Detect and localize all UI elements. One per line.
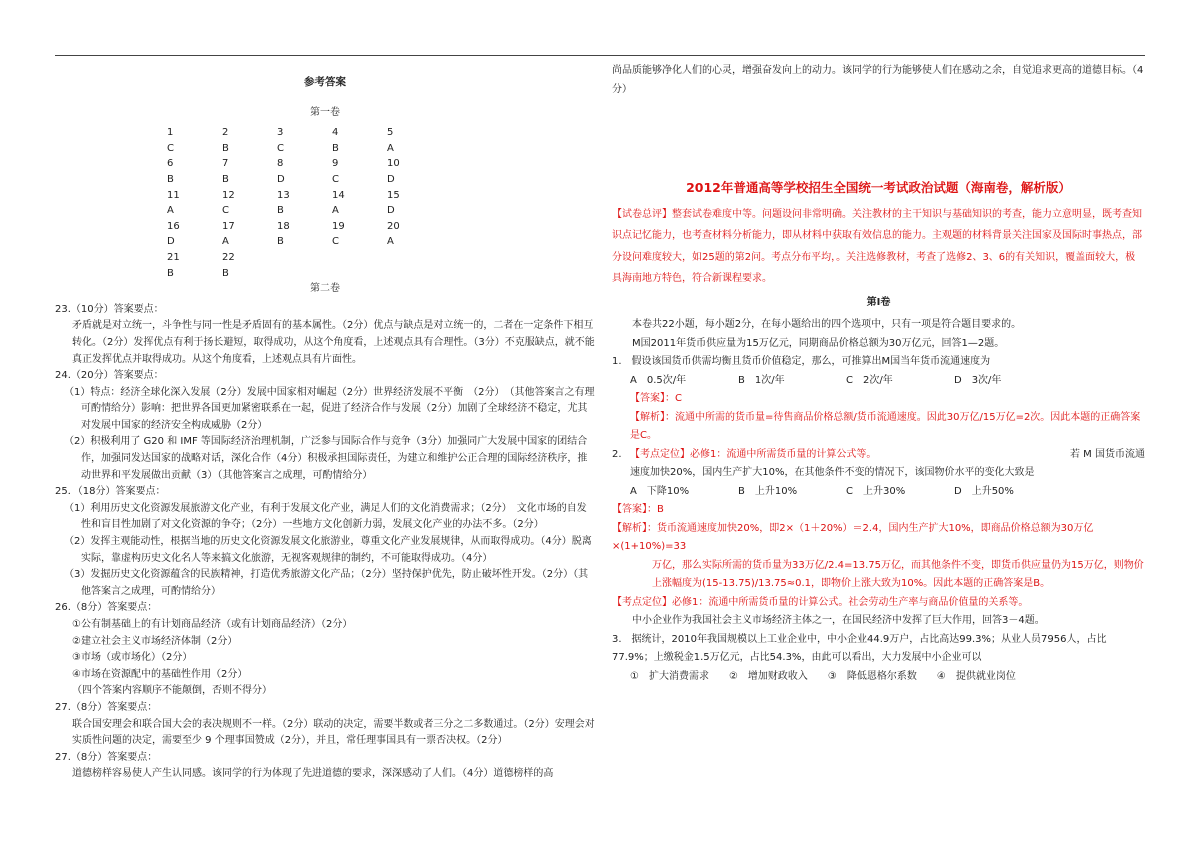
question-number-cell: 16 (167, 220, 180, 232)
answer-letter-cell: B (222, 267, 229, 279)
q1-option-d: D 3次/年 (954, 374, 1002, 386)
material-2: 中小企业作为我国社会主义市场经济主体之一，在国民经济中发挥了巨大作用，回答3－4题。 (632, 615, 1045, 626)
exam-summary: 【试卷总评】整套试卷难度中等。问题设问非常明确。关注教材的主干知识与基础知识的考查，能力立意明显，既考查知识点记忆能力，也考查材料分析能力，即从材料中获取有效信息的能力。主观题的材料背景关注国家及国际时事热点，部分设问难度较大，如25题的第2问。考点分布平均，。关注选修教材，考查了选修2、3、6的有关知识，覆盖面较大，极具海南地方特色，符合新课程要求。 (612, 208, 1142, 284)
question-number-cell: 20 (387, 220, 400, 232)
page-header-rule (55, 55, 1145, 56)
q2-option-d: D 上升50% (954, 485, 1014, 497)
answer-letter-row (167, 172, 442, 188)
question-number-cell: 1 (167, 127, 174, 139)
question-number-row (167, 188, 442, 204)
answer-letter-cell: A (332, 205, 339, 217)
question-number-cell: 11 (167, 189, 180, 201)
q2-point-label: 【考点定位】必修1：流通中所需货币量的计算公式等。 (630, 448, 877, 460)
q24-answer-2: （2）积极利用了 G20 和 IMF 等国际经济治理机制，广泛参与国际合作与竞争（3分）加强同广大发展中国家的团结合作，加强同发达国家的战略对话，深化合作（4分）积极承担国际责任，为建立和维护公正合理的国际经济秩序，推动世界和平发展做出贡献（3）（其他答案言之成理，可酌情给分） (64, 436, 588, 481)
q25-answer-3: （3）发掘历史文化资源蕴含的民族精神，打造优秀旅游文化产品；（2分）坚持保护优先，防止破坏性开发。（2分）（其他答案言之成理，可酌情给分） (64, 569, 589, 597)
q24-answer-1: （1）特点：经济全球化深入发展（2分）发展中国家相对崛起（2分）世界经济发展不平衡 （2分） （其他答案言之有理可酌情给分）影响：把世界各国更加紧密联系在一起，促进了经济合作与发展（2分）加剧了全球经济不稳定，尤其对发展中国家的经济安全构成威胁（2分） (64, 386, 595, 431)
answer-letter-cell (277, 266, 332, 282)
question-number-cell: 15 (387, 189, 400, 201)
q2-option-b: B 上升10% (738, 485, 798, 497)
part-one-heading: 第一卷 (310, 106, 340, 118)
q26-answer-4: ④市场在资源配中的基础性作用（2分） (72, 668, 248, 680)
q27b-answer: 道德榜样容易使人产生认同感。该同学的行为体现了先进道德的要求，深深感动了人们。（4分）道德榜样的高 (72, 768, 554, 780)
material-1: M国2011年货币供应量为15万亿元，同期商品价格总额为30万亿元，回答1—2题。 (632, 337, 1005, 349)
answer-letter-cell: D (387, 205, 395, 217)
answer-letter-cell: A (222, 236, 229, 248)
q2-option-c: C 上升30% (846, 485, 906, 497)
question-number-cell: 18 (277, 220, 290, 232)
question-number-cell (387, 250, 442, 266)
answer-letter-cell: D (277, 173, 285, 185)
question-number-cell: 6 (167, 158, 174, 170)
answer-letter-cell: B (222, 173, 229, 185)
q1-option-b: B 1次/年 (738, 374, 785, 386)
question-3-options: ① 扩大消费需求 ② 增加财政收入 ③ 降低恩格尔系数 ④ 提供就业岗位 (630, 670, 1016, 682)
q26-answer-1: ①公有制基础上的有计划商品经济（或有计划商品经济）（2分） (72, 619, 353, 630)
answer-letter-cell: B (222, 142, 229, 154)
q1-answer: 【答案】：C (630, 393, 682, 404)
q23-answer: 矛盾就是对立统一，斗争性与同一性是矛盾固有的基本属性。（2分）优点与缺点是对立统一的，二者在一定条件下相互转化。（2分）发挥优点有利于扬长避短，取得成功，从这个角度看，上述观点具有合理性。（3分）不克服缺点，就不能真正发挥优点并取得成功。从这个角度看，上述观点具有片面性。 (72, 320, 595, 365)
answer-letter-cell (387, 266, 442, 282)
question-2-number: 2. (612, 448, 622, 460)
question-2-line (612, 446, 1145, 465)
question-number-cell: 3 (277, 127, 284, 139)
answer-letter-row (167, 234, 442, 250)
section-instruction: 本卷共22小题，每小题2分，在每小题给出的四个选项中，只有一项是符合题目要求的。 (632, 319, 1022, 330)
question-number-row (167, 156, 442, 172)
question-number-cell: 7 (222, 158, 229, 170)
question-number-cell: 14 (332, 189, 345, 201)
q27a-heading: 27.（8分）答案要点： (55, 701, 158, 713)
question-number-cell: 5 (387, 127, 394, 139)
question-number-row (167, 125, 442, 141)
answer-letter-cell: B (332, 142, 339, 154)
multiple-choice-answer-table (167, 125, 442, 281)
question-1: 1. 假设该国货币供需均衡且货币价值稳定，那么，可推算出M国当年货币流通速度为 (612, 356, 991, 367)
answer-letter-cell: C (222, 205, 229, 217)
answer-letter-cell: C (277, 142, 284, 154)
question-number-cell (277, 250, 332, 266)
question-3: 3. 据统计，2010年我国规模以上工业企业中，中小企业44.9万户，占比高达99.3%；从业人员7956人，占比77.9%；上缴税金1.5万亿元，占比54.3%，由此可以看出，大力发展中小企业可以 (612, 633, 1107, 663)
answer-letter-cell: C (167, 142, 174, 154)
q26-note: （四个答案内容顺序不能颠倒，否则不得分） (72, 685, 272, 697)
q25-answer-2: （2）发挥主观能动性，根据当地的历史文化资源发展文化旅游业，尊重文化产业发展规律，从而取得成功。（4分）脱离实际，靠虚构历史文化名人等来搞文化旅游，无视客观规律的制约，不可能取得成功。（4分） (64, 536, 592, 564)
q27b-heading: 27.（8分）答案要点： (55, 751, 158, 763)
answer-letter-cell: A (387, 142, 394, 154)
answer-letter-row (167, 203, 442, 219)
q2-point-2: 【考点定位】必修1：流通中所需货币量的计算公式。社会劳动生产率与商品价值量的关系等。 (612, 596, 1029, 608)
answer-letter-cell: C (332, 173, 339, 185)
answer-letter-cell (332, 266, 387, 282)
q2-answer: 【答案】：B (612, 504, 664, 515)
answer-letter-cell: B (277, 236, 284, 248)
q2-analysis: 【解析】：货币流通速度加快20%，即2×（1＋20%）＝2.4，国内生产扩大10%，即商品价格总额为30万亿×(1+10%)=33 (612, 522, 1094, 552)
question-number-cell: 8 (277, 158, 284, 170)
question-number-cell: 9 (332, 158, 339, 170)
answer-key-column (55, 62, 595, 783)
section-one-heading: 第Ⅰ卷 (866, 296, 891, 308)
answer-key-title: 参考答案 (304, 76, 346, 88)
answer-letter-row (167, 141, 442, 157)
q26-heading: 26.（8分）答案要点： (55, 602, 158, 614)
answer-letter-cell: B (277, 205, 284, 217)
question-number-cell: 10 (387, 158, 400, 170)
question-number-row (167, 219, 442, 235)
q2-option-a: A 下降10% (630, 485, 690, 497)
question-number-cell: 17 (222, 220, 235, 232)
question-2-options (612, 483, 1145, 502)
question-number-cell: 13 (277, 189, 290, 201)
question-2: 速度加快20%，国内生产扩大10%，在其他条件不变的情况下，该国物价水平的变化大致是 (630, 467, 1035, 478)
question-2-text-end: 若 M 国货币流通 (1070, 448, 1145, 460)
question-number-cell: 22 (222, 251, 235, 263)
question-number-cell: 19 (332, 220, 345, 232)
part-two-heading: 第二卷 (310, 283, 340, 295)
answer-letter-cell: D (387, 173, 395, 185)
q26-answer-3: ③市场（或市场化）（2分） (72, 652, 193, 664)
answer-letter-cell: D (167, 236, 175, 248)
question-1-options (612, 372, 1145, 391)
q27b-answer-continued: 尚品质能够净化人们的心灵，增强奋发向上的动力。该同学的行为能够使人们在感动之余，自觉追求更高的道德目标。（4分） (612, 65, 1144, 95)
q23-heading: 23.（10分）答案要点： (55, 303, 164, 315)
question-number-cell: 21 (167, 251, 180, 263)
answer-letter-cell: A (387, 236, 394, 248)
q1-option-c: C 2次/年 (846, 374, 893, 386)
answer-letter-cell: B (167, 173, 174, 185)
question-number-cell (332, 250, 387, 266)
exam-title: 2012年普通高等学校招生全国统一考试政治试题（海南卷，解析版） (686, 180, 1071, 195)
q2-analysis-continued: 万亿，那么实际所需的货币量为33万亿/2.4=13.75万亿，而其他条件不变，即货币供应量仍为15万亿，则物价上涨幅度为(15-13.75)/13.75≈0.1，即物价上涨大致为10%。因此本题的正确答案是B。 (652, 559, 1144, 589)
question-number-cell: 4 (332, 127, 339, 139)
question-number-cell: 12 (222, 189, 235, 201)
q1-option-a: A 0.5次/年 (630, 374, 687, 386)
answer-letter-row (167, 266, 442, 282)
question-number-cell: 2 (222, 127, 229, 139)
answer-letter-cell: A (167, 205, 174, 217)
q25-heading: 25．（18分）答案要点： (55, 486, 166, 498)
answer-letter-cell: B (167, 267, 174, 279)
q25-answer-1: （1）利用历史文化资源发展旅游文化产业，有利于发展文化产业，满足人们的文化消费需求；（2分） 文化市场的自发性和盲目性加剧了对文化资源的争夺；（2分）一些地方文化创新力弱，发展文化产业的办法不多。（2分） (64, 502, 587, 531)
q26-answer-2: ②建立社会主义市场经济体制（2分） (72, 635, 238, 647)
q27a-answer: 联合国安理会和联合国大会的表决规则不一样。（2分）联动的决定，需要半数或者三分之二多数通过。（2分）安理会对实质性问题的决定，需要至少 9 个理事国赞成（2分），并且，常任理事国具有一票否决权。（2分） (72, 718, 595, 747)
q24-heading: 24.（20分）答案要点： (55, 370, 164, 382)
exam-paper-column (612, 62, 1145, 686)
question-number-row (167, 250, 442, 266)
answer-letter-cell: C (332, 236, 339, 248)
q1-analysis: 【解析】：流通中所需的货币量=待售商品价格总额/货币流通速度。因此30万亿/15万亿=2次。因此本题的正确答案是C。 (630, 411, 1141, 441)
